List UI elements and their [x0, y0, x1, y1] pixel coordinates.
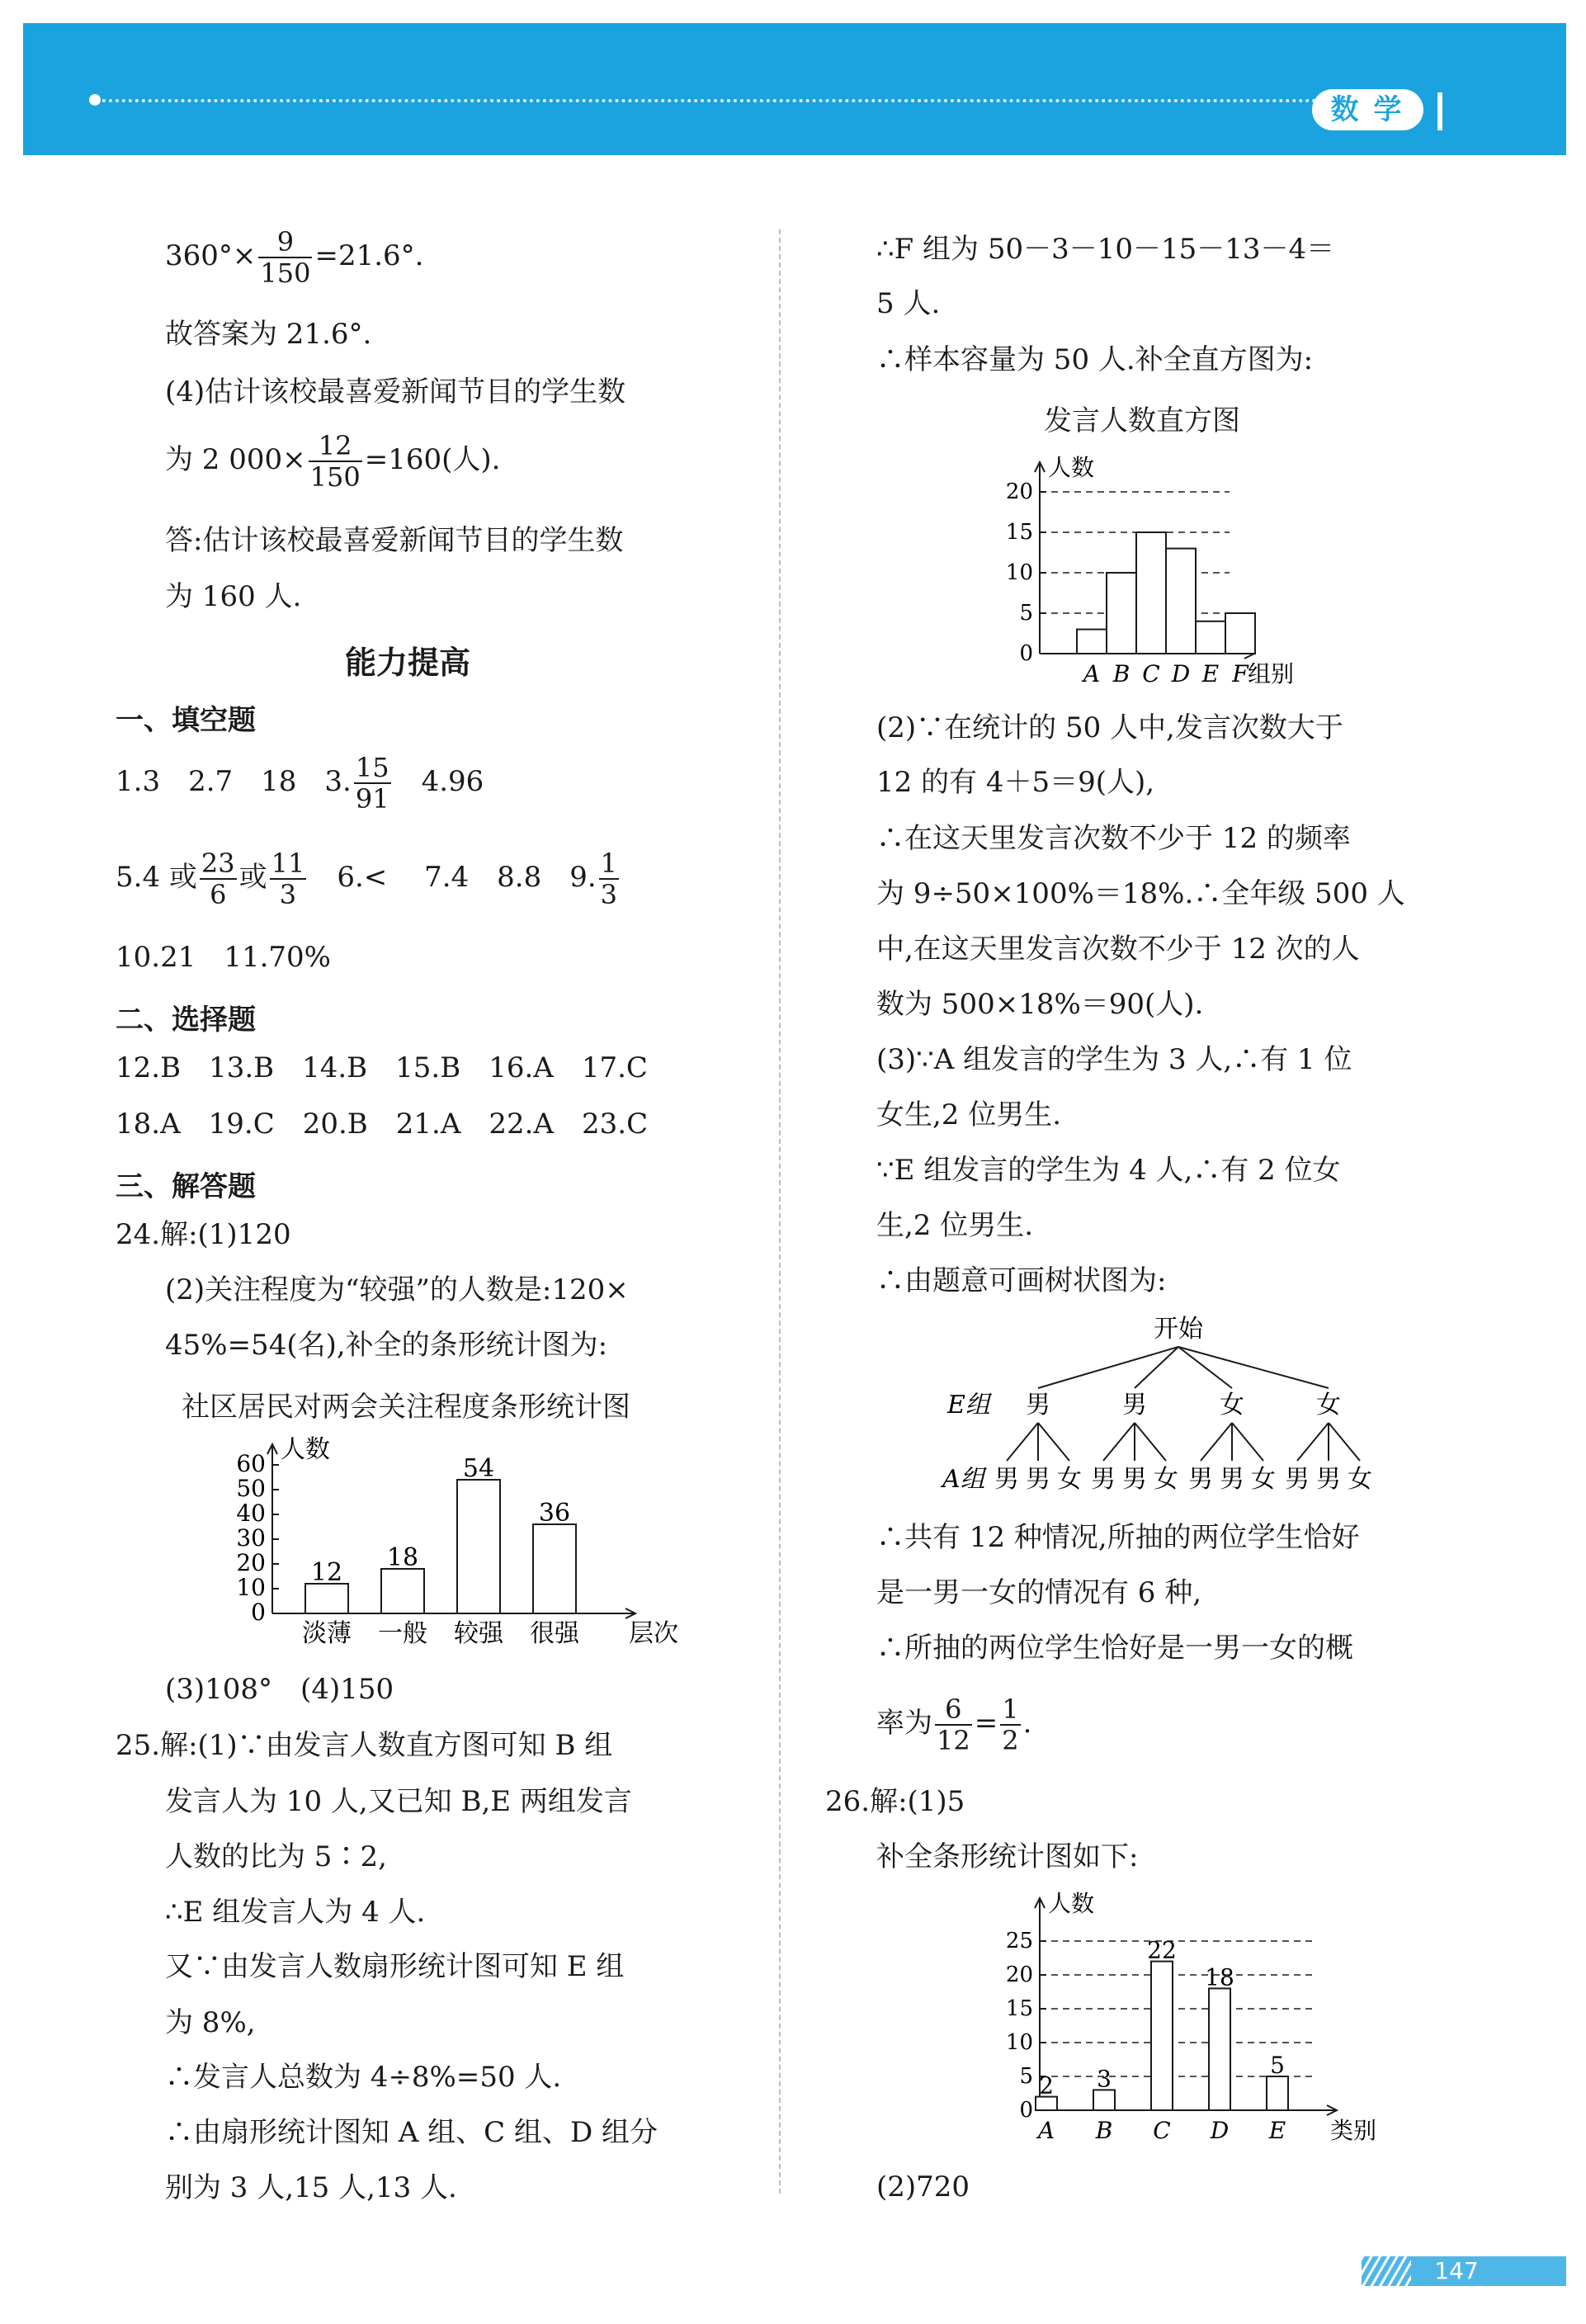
y-tick-label: 25: [1005, 1929, 1033, 1953]
text-line: ∴所抽的两位学生恰好是一男一女的概: [876, 1632, 1353, 1665]
text-line: 为 9÷50×100%＝18%.∴全年级 500 人: [876, 877, 1405, 910]
text-line: 是一男一女的情况有 6 种,: [876, 1576, 1202, 1609]
text-line: (4)估计该校最喜爱新闻节目的学生数: [165, 376, 626, 409]
data-label: 2: [1039, 2071, 1054, 2100]
column-divider: [779, 229, 781, 2194]
data-label: 12: [310, 1558, 343, 1587]
data-label: 18: [1205, 1963, 1234, 1991]
tree-leaf: 男: [994, 1465, 1019, 1494]
tree-branch: [1103, 1423, 1135, 1461]
x-tick-label: D: [1210, 2117, 1230, 2144]
category-bar-chart: [949, 1883, 1377, 2156]
tree-level-label: A组: [942, 1465, 985, 1494]
data-label: 22: [1147, 1936, 1177, 1964]
data-label: 54: [462, 1454, 495, 1483]
text-line: 中,在这天里发言次数不少于 12 次的人: [876, 933, 1360, 966]
y-tick-label: 40: [236, 1500, 266, 1527]
bar: [381, 1569, 424, 1613]
text-line: 女生,2 位男生.: [876, 1098, 1062, 1131]
tree-node: 男: [1026, 1391, 1050, 1419]
bar: [1077, 630, 1107, 654]
text-line: (2)关注程度为“较强”的人数是:120×: [165, 1273, 629, 1306]
text-line: 生,2 位男生.: [876, 1209, 1034, 1242]
y-axis-label: 人数: [1048, 454, 1095, 481]
tree-leaf: 男: [1220, 1465, 1244, 1494]
bar: [1107, 573, 1136, 654]
y-tick-label: 0: [1019, 2098, 1033, 2123]
tree-branch: [1038, 1423, 1069, 1461]
y-tick-label: 10: [236, 1574, 266, 1601]
text-line: 为 160 人.: [165, 580, 302, 613]
speaker-histogram: [990, 446, 1337, 693]
text-line: ∵E 组发言的学生为 4 人,∴有 2 位女: [876, 1154, 1341, 1187]
answer-line: 12.B 13.B 14.B 15.B 16.A 17.C: [116, 1051, 648, 1084]
tree-leaf: 男: [1026, 1465, 1050, 1494]
data-label: 18: [386, 1543, 419, 1572]
text-line: ∴发言人总数为 4÷8%=50 人.: [165, 2061, 562, 2094]
x-tick-label: 淡薄: [302, 1619, 352, 1648]
x-tick-label: A: [1037, 2117, 1055, 2144]
tree-branch: [1007, 1423, 1038, 1461]
text-line: ∴样本容量为 50 人.补全直方图为:: [876, 343, 1314, 376]
y-tick-label: 20: [1005, 1963, 1033, 1987]
text-line: 5 人.: [876, 287, 941, 320]
tree-root: 开始: [1154, 1315, 1203, 1344]
answer-line: 18.A 19.C 20.B 21.A 22.A 23.C: [116, 1108, 649, 1141]
text-line: 又∵由发言人数扇形统计图可知 E 组: [165, 1950, 625, 1983]
text-line: ∴F 组为 50－3－10－15－13－4＝: [876, 233, 1335, 266]
text-line: 发言人为 10 人,又已知 B,E 两组发言: [165, 1785, 632, 1818]
footer-hatch: [1362, 2256, 1411, 2286]
attention-bar-chart: [223, 1432, 678, 1663]
tree-branch: [1178, 1347, 1329, 1388]
answer-line: 10.21 11.70%: [116, 941, 331, 974]
section-title: 一、填空题: [116, 704, 256, 737]
x-tick-label: 较强: [454, 1619, 503, 1648]
tree-leaf: 男: [1188, 1465, 1213, 1494]
data-label: 3: [1097, 2065, 1112, 2093]
text-line: (2)720: [876, 2170, 970, 2204]
tree-node: 男: [1122, 1391, 1147, 1419]
x-tick-label: A: [1083, 660, 1101, 687]
y-tick-label: 20: [236, 1549, 266, 1576]
text-line: (3)108° (4)150: [165, 1673, 394, 1706]
tree-branch: [1329, 1423, 1360, 1461]
text-line: 补全条形统计图如下:: [876, 1840, 1139, 1873]
answer-line: 5.4 或 $\frac{23}{6}$ 或 $\frac{11}{3}$ 6.< 7.4 8.8 9. $\frac{1}{3}$: [116, 848, 618, 910]
tree-leaf: 男: [1285, 1465, 1310, 1494]
text-line: 360°× $\frac{9}{150}$ =21.6°.: [165, 226, 424, 289]
bar: [1209, 1988, 1230, 2110]
tree-node: 女: [1220, 1391, 1244, 1419]
tree-leaf: 女: [1154, 1465, 1178, 1494]
data-label: 5: [1270, 2052, 1285, 2079]
x-tick-label: B: [1112, 660, 1130, 687]
section-heading: 能力提高: [345, 645, 471, 681]
answer-line: 1.3 2.7 18 3. $\frac{15}{91}$ 4.96: [116, 752, 484, 815]
y-tick-label: 20: [1005, 479, 1033, 504]
page-number: 147: [1434, 2257, 1479, 2284]
tree-diagram: [932, 1312, 1395, 1502]
tree-leaf: 女: [1251, 1465, 1276, 1494]
x-axis-label: 类别: [1330, 2117, 1377, 2144]
y-tick-label: 10: [1005, 2030, 1033, 2055]
y-tick-label: 10: [1005, 560, 1033, 585]
header-bar: [1437, 92, 1442, 130]
bar: [1136, 532, 1166, 654]
bar: [533, 1524, 576, 1613]
x-tick-label: C: [1142, 660, 1160, 687]
x-tick-label: 一般: [378, 1619, 427, 1648]
text-line: ∴E 组发言人为 4 人.: [165, 1896, 426, 1929]
text-line: 故答案为 21.6°.: [165, 318, 372, 351]
text-line: 率为 $\frac{6}{12}$ = $\frac{1}{2}$ .: [876, 1693, 1032, 1756]
tree-level-label: E组: [947, 1391, 990, 1419]
tree-leaf: 男: [1316, 1465, 1341, 1494]
y-tick-label: 5: [1019, 2064, 1033, 2089]
y-tick-label: 60: [236, 1450, 266, 1477]
header-dotted-line: [96, 99, 1317, 102]
tree-branch: [1297, 1423, 1329, 1461]
tree-leaf: 男: [1122, 1465, 1147, 1494]
bar: [457, 1480, 500, 1613]
text-line: ∴由题意可画树状图为:: [876, 1264, 1167, 1297]
text-line: 25.解:(1)∵由发言人数直方图可知 B 组: [116, 1729, 613, 1762]
tree-leaf: 女: [1348, 1465, 1372, 1494]
text-line: 答:估计该校最喜爱新闻节目的学生数: [165, 524, 624, 557]
section-title: 三、解答题: [116, 1170, 256, 1203]
bar: [1196, 621, 1225, 654]
bar: [1151, 1962, 1173, 2110]
y-axis-label: 人数: [1048, 1890, 1095, 1917]
y-tick-label: 30: [236, 1524, 266, 1552]
tree-node: 女: [1316, 1391, 1341, 1419]
section-title: 二、选择题: [116, 1004, 256, 1037]
tree-branch: [1232, 1423, 1263, 1461]
text-line: ∴由扇形统计图知 A 组、C 组、D 组分: [165, 2116, 658, 2149]
text-line: 12 的有 4＋5＝9(人),: [876, 766, 1155, 799]
y-tick-label: 0: [251, 1599, 266, 1626]
text-line: 数为 500×18%＝90(人).: [876, 988, 1204, 1021]
text-line: 别为 3 人,15 人,13 人.: [165, 2171, 457, 2204]
data-label: 36: [538, 1499, 571, 1528]
text-line: 26.解:(1)5: [825, 1785, 965, 1818]
text-line: 45%=54(名),补全的条形统计图为:: [165, 1329, 608, 1362]
bar: [1093, 2090, 1115, 2110]
text-line: (3)∵A 组发言的学生为 3 人,∴有 1 位: [876, 1043, 1352, 1076]
y-tick-label: 15: [1005, 1996, 1033, 2021]
chart-title: 社区居民对两会关注程度条形统计图: [182, 1391, 630, 1424]
x-tick-label: 很强: [530, 1619, 579, 1648]
x-tick-label: E: [1268, 2117, 1286, 2144]
tree-branch: [1135, 1423, 1166, 1461]
text-line: ∴共有 12 种情况,所抽的两位学生恰好: [876, 1521, 1360, 1554]
text-line: 24.解:(1)120: [116, 1218, 291, 1251]
bar: [305, 1584, 348, 1613]
x-tick-label: C: [1153, 2117, 1171, 2144]
y-tick-label: 50: [236, 1475, 266, 1502]
x-axis-label: 组别: [1248, 660, 1295, 687]
x-tick-label: F: [1232, 660, 1249, 687]
subject-badge: 数学: [1312, 89, 1423, 130]
bar: [1225, 613, 1255, 654]
text-line: 为 8%,: [165, 2006, 256, 2039]
tree-branch: [1201, 1423, 1232, 1461]
x-tick-label: B: [1095, 2117, 1113, 2144]
y-axis-label: 人数: [281, 1435, 330, 1464]
text-line: (2)∵在统计的 50 人中,发言次数大于: [876, 711, 1343, 744]
text-line: 为 2 000× $\frac{12}{150}$ =160(人).: [165, 430, 501, 493]
x-tick-label: E: [1201, 660, 1220, 687]
bar: [1166, 549, 1196, 654]
tree-branch: [1178, 1347, 1232, 1388]
chart-title: 发言人数直方图: [1044, 404, 1240, 437]
text-line: 人数的比为 5∶2,: [165, 1840, 387, 1873]
y-tick-label: 5: [1019, 601, 1033, 626]
tree-leaf: 男: [1091, 1465, 1116, 1494]
x-axis-label: 层次: [629, 1619, 678, 1648]
y-tick-label: 15: [1005, 520, 1033, 545]
bar: [1267, 2076, 1288, 2110]
tree-leaf: 女: [1057, 1465, 1082, 1494]
x-tick-label: D: [1171, 660, 1191, 687]
text-line: ∴在这天里发言次数不少于 12 的频率: [876, 822, 1351, 855]
y-tick-label: 0: [1019, 641, 1033, 666]
